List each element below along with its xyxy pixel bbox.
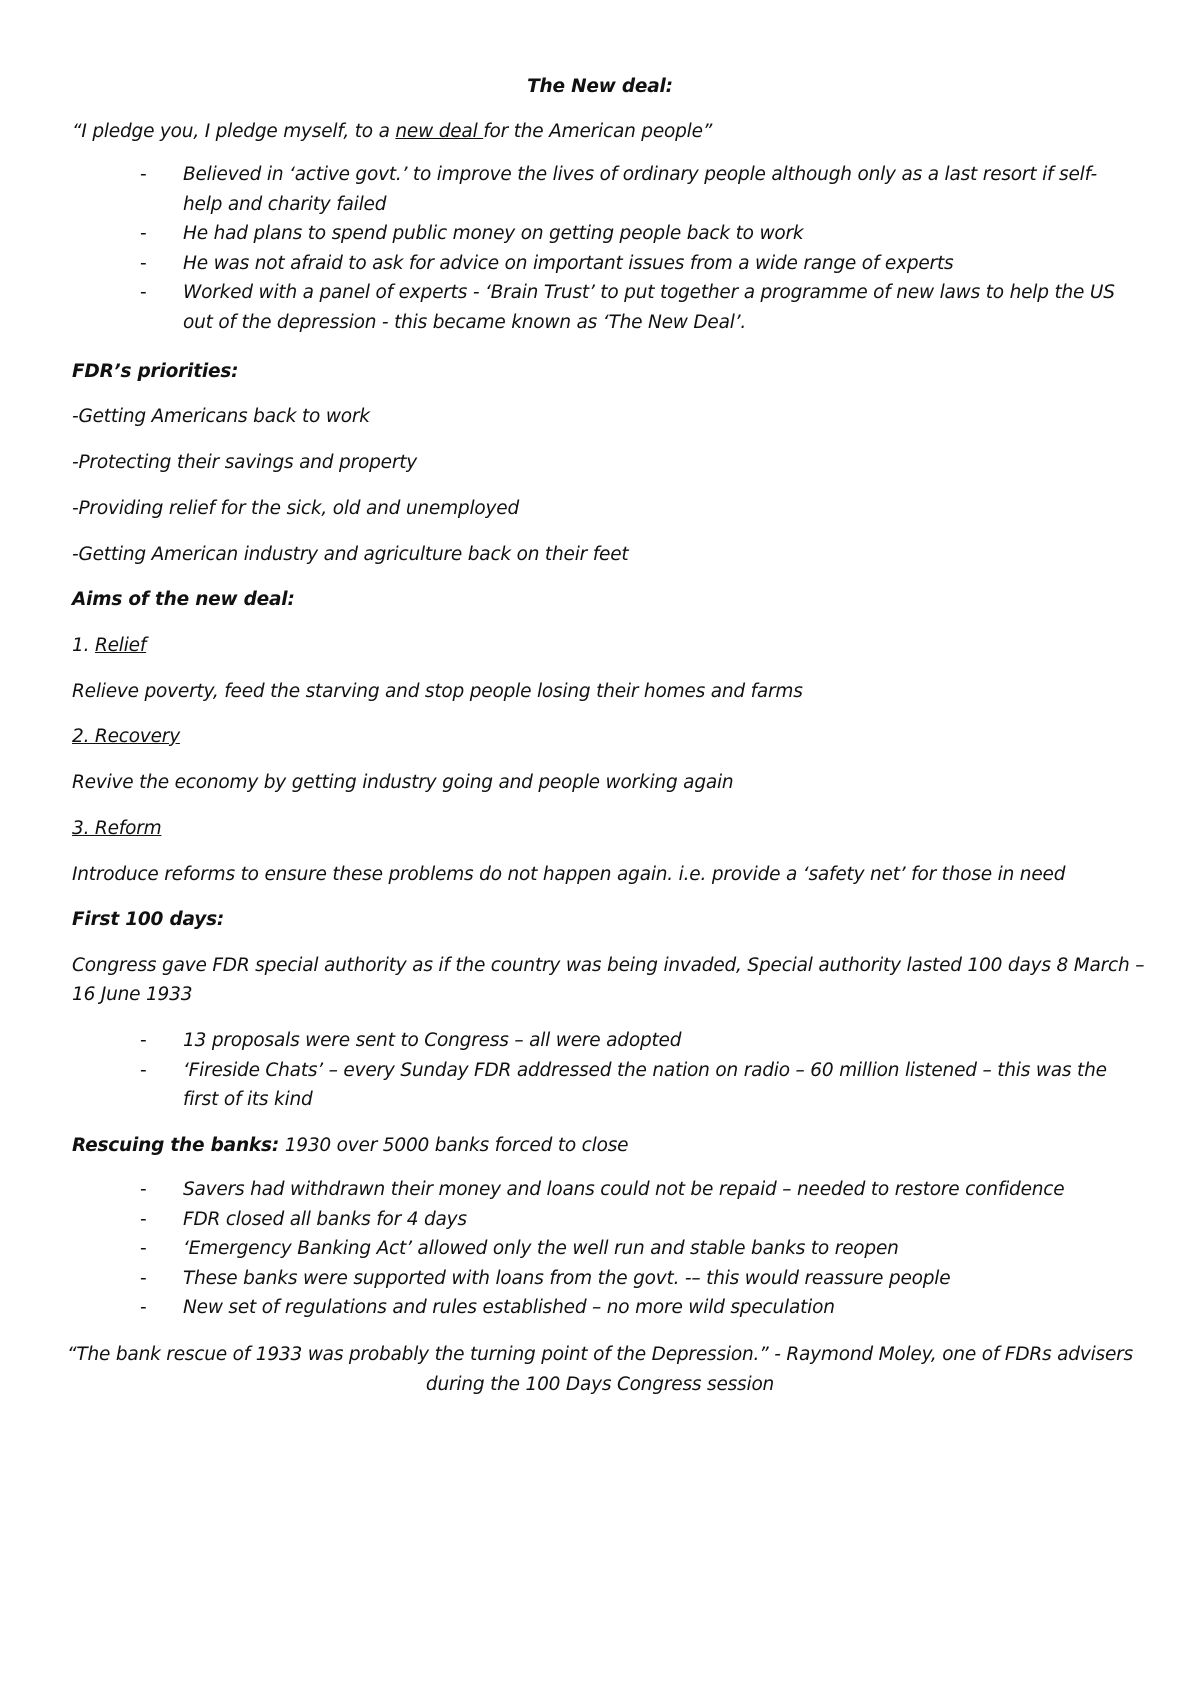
first100-heading: First 100 days:	[72, 909, 225, 930]
dash-marker: -	[140, 164, 147, 185]
aim-relief-label	[72, 631, 1132, 661]
aim-recovery-label: 2. Recovery	[72, 726, 180, 747]
dash-marker: -	[140, 1030, 147, 1051]
banks-paragraph	[72, 1131, 1132, 1161]
list-item	[140, 1264, 1140, 1294]
pledge-quote	[72, 117, 1132, 147]
priority-item: -Getting Americans back to work	[72, 406, 370, 427]
aim-reform-label: 3. Reform	[72, 818, 162, 839]
aim-relief-title: Relief	[94, 635, 147, 656]
list-item	[140, 1026, 1140, 1056]
dash-marker: -	[140, 1238, 147, 1259]
list-item	[140, 1293, 1140, 1323]
banks-intro: 1930 over 5000 banks forced to close	[279, 1135, 629, 1156]
aims-heading: Aims of the new deal:	[72, 589, 295, 610]
first100-text-line2: 16 June 1933	[72, 984, 193, 1005]
list-item	[140, 1175, 1140, 1205]
bullet-text: ‘Emergency Banking Act’ allowed only the well run and stable banks to reopen	[183, 1238, 899, 1259]
priority-item: -Getting American industry and agriculture back on their feet	[72, 544, 629, 565]
list-item	[140, 1205, 1140, 1235]
dash-marker: -	[140, 282, 147, 303]
dash-marker: -	[140, 1297, 147, 1318]
dash-marker: -	[140, 223, 147, 244]
bullet-text: 13 proposals were sent to Congress – all were adopted	[183, 1030, 682, 1051]
priorities-heading: FDR’s priorities:	[72, 361, 239, 382]
banks-heading: Rescuing the banks:	[72, 1135, 280, 1156]
page-title: The New deal:	[527, 76, 673, 97]
first100-bullet-list	[140, 1026, 1140, 1115]
dash-marker: -	[140, 1059, 147, 1081]
closing-quote-line1: “The bank rescue of 1933 was probably the turning point of the Depression.” - Raymond Moley, one of FDRs advisers	[67, 1344, 1133, 1365]
bullet-text: New set of regulations and rules established – no more wild speculation	[183, 1297, 835, 1318]
list-item	[140, 1056, 1140, 1115]
pledge-after: for the American people”	[483, 121, 713, 142]
aim-relief-number: 1.	[72, 635, 95, 656]
bullet-text: He was not afraid to ask for advice on important issues from a wide range of experts	[183, 252, 954, 274]
bullet-text: Believed in ‘active govt.’ to improve the lives of ordinary people although only as a last resort if self-help and charity failed	[183, 164, 1098, 215]
pledge-before: “I pledge you, I pledge myself, to a	[72, 121, 396, 142]
dash-marker: -	[140, 252, 147, 274]
bullet-text: Worked with a panel of experts - ‘Brain Trust’ to put together a programme of new laws to help the US out of the depression - this became known as ‘The New Deal’.	[183, 282, 1115, 333]
dash-marker: -	[140, 1179, 147, 1200]
priority-item: -Providing relief for the sick, old and unemployed	[72, 498, 519, 519]
bullet-text: ‘Fireside Chats’ – every Sunday FDR addressed the nation on radio – 60 million listened – this was the first of its kind	[183, 1059, 1107, 1110]
banks-bullet-list	[140, 1175, 1140, 1323]
priority-item: -Protecting their savings and property	[72, 452, 418, 473]
list-item	[140, 160, 1120, 219]
first100-text-line1: Congress gave FDR special authority as if the country was being invaded, Special authority lasted 100 days 8 March –	[72, 955, 1145, 976]
dash-marker: -	[140, 1208, 147, 1230]
aim-relief-text: Relieve poverty, feed the starving and stop people losing their homes and farms	[72, 681, 803, 702]
aim-recovery-text: Revive the economy by getting industry going and people working again	[72, 772, 734, 793]
list-item	[140, 219, 1120, 249]
list-item	[140, 278, 1120, 337]
bullet-text: These banks were supported with loans from the govt. -– this would reassure people	[183, 1267, 951, 1289]
closing-quote	[60, 1340, 1140, 1399]
pledge-underlined: new deal	[395, 121, 484, 142]
bullet-text: Savers had withdrawn their money and loans could not be repaid – needed to restore confidence	[183, 1179, 1065, 1200]
intro-bullet-list	[140, 160, 1120, 337]
list-item	[140, 1234, 1140, 1264]
dash-marker: -	[140, 1267, 147, 1289]
closing-quote-line2: during the 100 Days Congress session	[425, 1373, 775, 1395]
bullet-text: He had plans to spend public money on getting people back to work	[183, 223, 804, 244]
aim-reform-text: Introduce reforms to ensure these problems do not happen again. i.e. provide a ‘safety net’ for those in need	[72, 864, 1066, 885]
bullet-text: FDR closed all banks for 4 days	[183, 1208, 467, 1230]
list-item	[140, 249, 1120, 279]
